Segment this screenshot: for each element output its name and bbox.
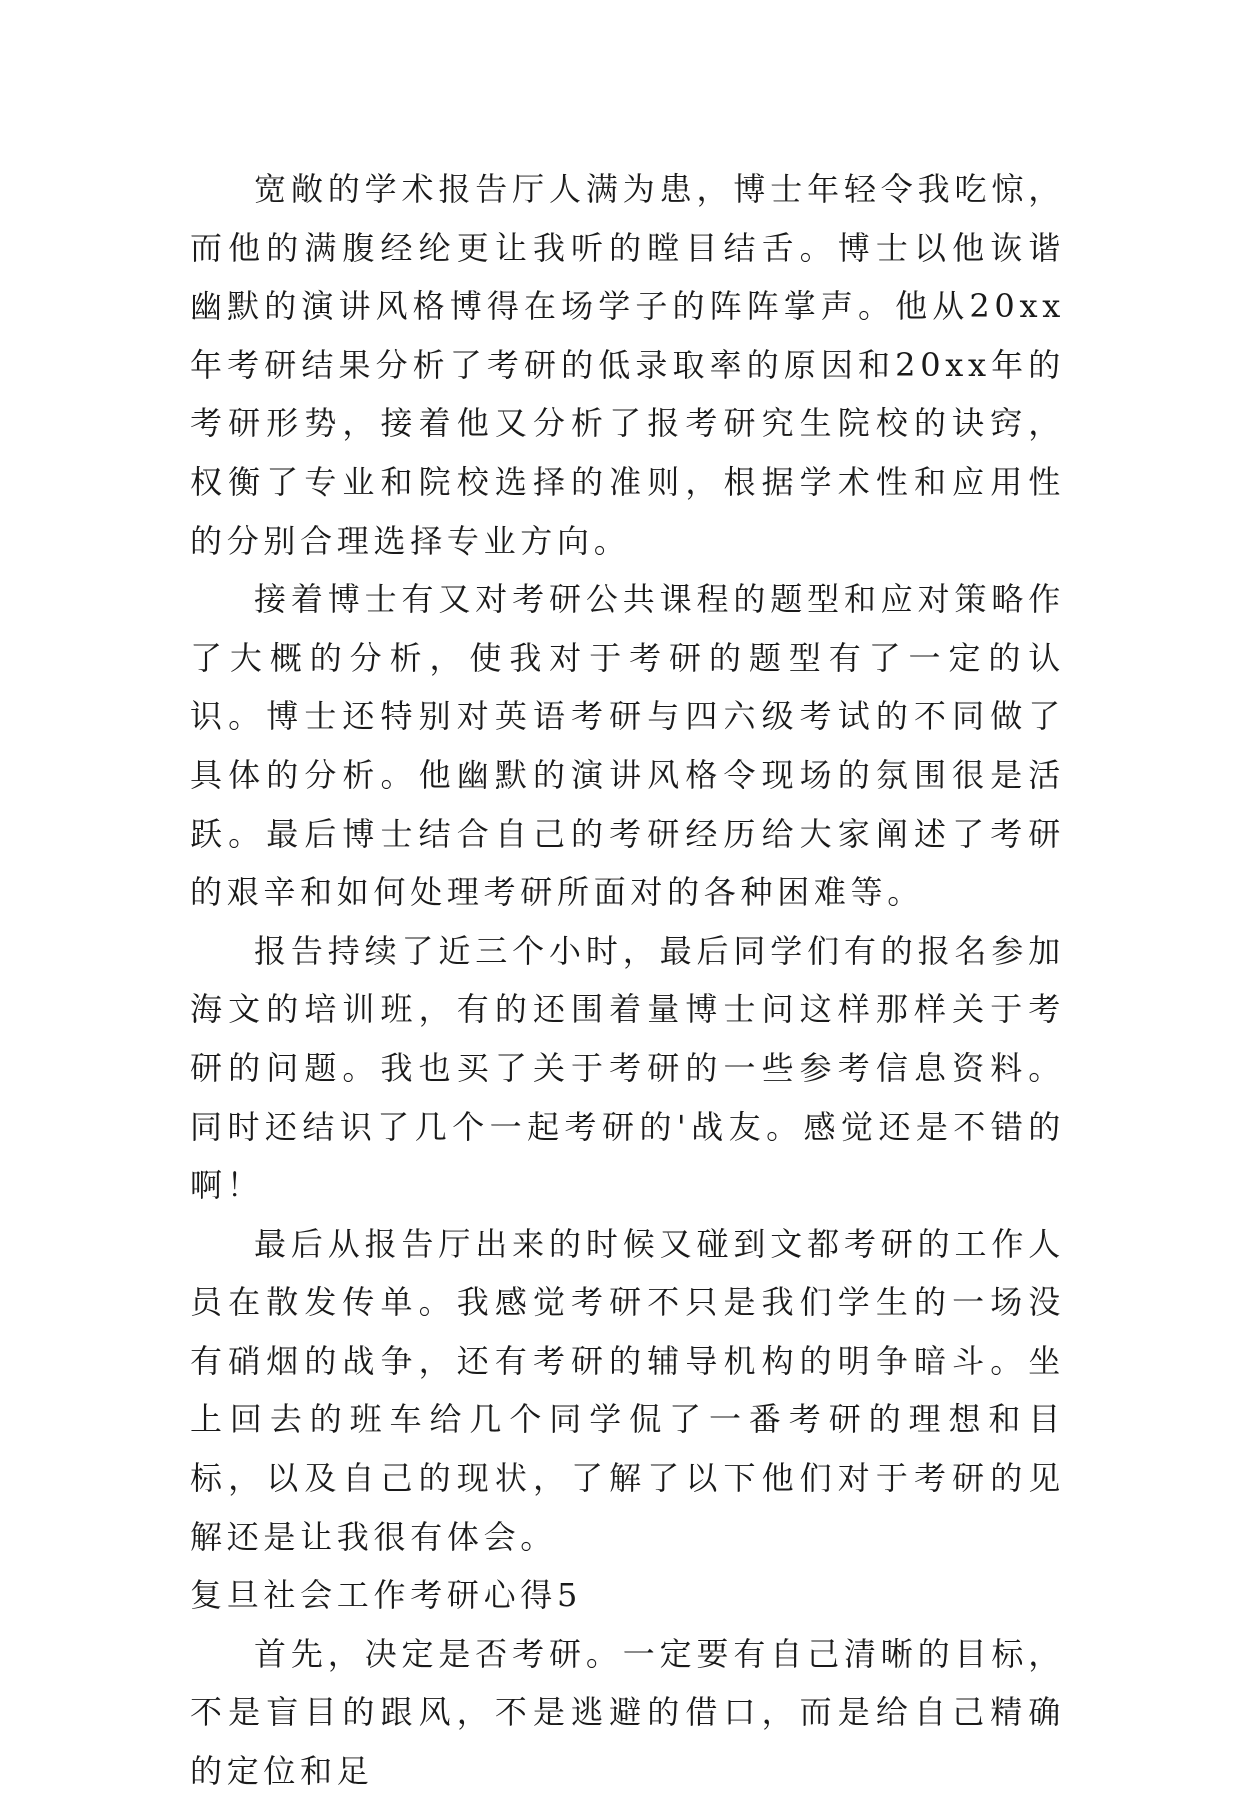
body-paragraph-2: 接着博士有又对考研公共课程的题型和应对策略作了大概的分析，使我对于考研的题型有了一定的认识。博士还特别对英语考研与四六级考试的不同做了具体的分析。他幽默的演讲风格令现场的氛围很是活跃。最后博士结合自己的考研经历给大家阐述了考研的艰辛和如何处理考研所面对的各种困难等。 bbox=[190, 580, 1065, 912]
section-heading: 复旦社会工作考研心得5 bbox=[190, 1576, 583, 1615]
document-body bbox=[190, 160, 1065, 1801]
body-paragraph-3: 报告持续了近三个小时，最后同学们有的报名参加海文的培训班，有的还围着量博士问这样那样关于考研的问题。我也买了关于考研的一些参考信息资料。同时还结识了几个一起考研的'战友。感觉还是不错的啊！ bbox=[190, 931, 1065, 1205]
body-paragraph-1: 宽敞的学术报告厅人满为患，博士年轻令我吃惊，而他的满腹经纶更让我听的瞠目结舌。博士以他诙谐幽默的演讲风格博得在场学子的阵阵掌声。他从20xx年考研结果分析了考研的低录取率的原因和20xx年的考研形势，接着他又分析了报考研究生院校的诀窍，权衡了专业和院校选择的准则，根据学术性和应用性的分别合理选择专业方向。 bbox=[190, 170, 1065, 560]
section-paragraph: 首先，决定是否考研。一定要有自己清晰的目标，不是盲目的跟风，不是逃避的借口，而是给自己精确的定位和足 bbox=[190, 1634, 1065, 1791]
body-paragraph-4: 最后从报告厅出来的时候又碰到文都考研的工作人员在散发传单。我感觉考研不只是我们学生的一场没有硝烟的战争，还有考研的辅导机构的明争暗斗。坐上回去的班车给几个同学侃了一番考研的理想和目标，以及自己的现状，了解了以下他们对于考研的见解还是让我很有体会。 bbox=[190, 1224, 1065, 1556]
